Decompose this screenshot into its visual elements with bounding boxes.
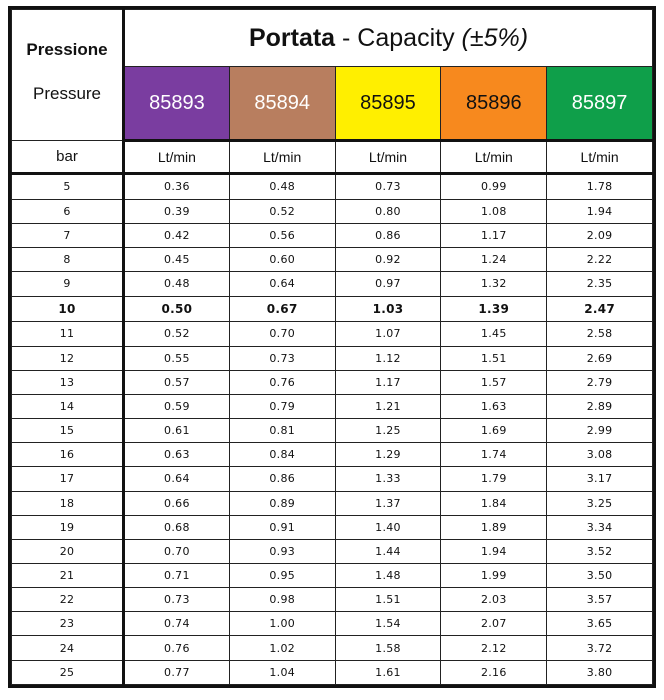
flow-cell: 1.63 — [441, 394, 547, 418]
table-row — [12, 563, 653, 587]
flow-cell: 0.42 — [124, 224, 230, 248]
pressure-cell: 6 — [12, 199, 124, 223]
flow-cell: 1.61 — [335, 660, 441, 684]
pressure-cell: 10 — [12, 296, 124, 322]
flow-cell: 0.91 — [229, 515, 335, 539]
flow-cell: 1.29 — [335, 443, 441, 467]
flow-cell: 1.39 — [441, 296, 547, 322]
flow-cell: 0.63 — [124, 443, 230, 467]
flow-cell: 0.73 — [335, 174, 441, 200]
table-row — [12, 660, 653, 684]
flow-cell: 1.07 — [335, 322, 441, 346]
flow-cell: 0.61 — [124, 419, 230, 443]
flow-cell: 0.39 — [124, 199, 230, 223]
pressure-cell: 17 — [12, 467, 124, 491]
pressure-cell: 5 — [12, 174, 124, 200]
model-code-85894: 85894 — [229, 67, 335, 141]
table-row — [12, 224, 653, 248]
pressure-cell: 25 — [12, 660, 124, 684]
flow-cell: 3.50 — [547, 563, 653, 587]
table-row — [12, 199, 653, 223]
pressure-header-cell — [12, 10, 124, 141]
pressure-cell: 14 — [12, 394, 124, 418]
model-code-85895: 85895 — [335, 67, 441, 141]
flow-cell: 3.57 — [547, 588, 653, 612]
flow-cell: 1.08 — [441, 199, 547, 223]
flow-cell: 1.00 — [229, 612, 335, 636]
flow-cell: 1.37 — [335, 491, 441, 515]
flow-cell: 1.89 — [441, 515, 547, 539]
flow-cell: 0.56 — [229, 224, 335, 248]
flow-cell: 1.32 — [441, 272, 547, 296]
table-row — [12, 296, 653, 322]
flow-cell: 0.50 — [124, 296, 230, 322]
table-row — [12, 443, 653, 467]
table-row — [12, 515, 653, 539]
flow-cell: 1.24 — [441, 248, 547, 272]
flow-cell: 0.36 — [124, 174, 230, 200]
pressure-cell: 9 — [12, 272, 124, 296]
flow-cell: 1.12 — [335, 346, 441, 370]
flow-cell: 0.45 — [124, 248, 230, 272]
flow-cell: 3.72 — [547, 636, 653, 660]
flow-cell: 0.60 — [229, 248, 335, 272]
flow-cell: 2.47 — [547, 296, 653, 322]
flow-cell: 1.84 — [441, 491, 547, 515]
flow-cell: 2.58 — [547, 322, 653, 346]
title-bold: Portata — [248, 23, 336, 52]
table-row — [12, 588, 653, 612]
flow-cell: 2.89 — [547, 394, 653, 418]
flow-cell: 0.98 — [229, 588, 335, 612]
capacity-title — [249, 24, 528, 52]
flow-cell: 3.52 — [547, 539, 653, 563]
capacity-table-frame — [8, 6, 656, 688]
flow-cell: 1.94 — [547, 199, 653, 223]
flow-cell: 0.64 — [229, 272, 335, 296]
flow-cell: 1.21 — [335, 394, 441, 418]
flow-cell: 1.04 — [229, 660, 335, 684]
flow-cell: 1.44 — [335, 539, 441, 563]
flow-cell: 0.92 — [335, 248, 441, 272]
pressure-cell: 19 — [12, 515, 124, 539]
table-row — [12, 346, 653, 370]
pressure-label-it: Pressione — [26, 40, 108, 59]
flow-cell: 0.81 — [229, 419, 335, 443]
flow-unit: Lt/min — [335, 141, 441, 174]
flow-cell: 0.66 — [124, 491, 230, 515]
table-row — [12, 272, 653, 296]
flow-cell: 2.12 — [441, 636, 547, 660]
table-row — [12, 174, 653, 200]
flow-cell: 0.52 — [124, 322, 230, 346]
flow-cell: 1.99 — [441, 563, 547, 587]
table-row — [12, 248, 653, 272]
flow-cell: 0.93 — [229, 539, 335, 563]
table-row — [12, 636, 653, 660]
unit-row — [12, 141, 653, 174]
capacity-title-cell — [124, 10, 653, 67]
flow-cell: 0.74 — [124, 612, 230, 636]
model-code-85897: 85897 — [547, 67, 653, 141]
title-tolerance: (±5%) — [461, 23, 529, 52]
pressure-cell: 20 — [12, 539, 124, 563]
table-row — [12, 419, 653, 443]
flow-cell: 1.48 — [335, 563, 441, 587]
pressure-cell: 18 — [12, 491, 124, 515]
pressure-cell: 21 — [12, 563, 124, 587]
flow-cell: 0.95 — [229, 563, 335, 587]
flow-unit: Lt/min — [441, 141, 547, 174]
flow-cell: 3.25 — [547, 491, 653, 515]
flow-cell: 0.59 — [124, 394, 230, 418]
flow-cell: 1.57 — [441, 370, 547, 394]
flow-cell: 1.17 — [335, 370, 441, 394]
capacity-table-body — [12, 174, 653, 685]
flow-cell: 0.84 — [229, 443, 335, 467]
flow-cell: 0.86 — [229, 467, 335, 491]
flow-cell: 0.80 — [335, 199, 441, 223]
flow-unit: Lt/min — [229, 141, 335, 174]
pressure-cell: 22 — [12, 588, 124, 612]
pressure-cell: 7 — [12, 224, 124, 248]
pressure-label-en: Pressure — [32, 84, 102, 103]
flow-cell: 2.79 — [547, 370, 653, 394]
flow-cell: 2.35 — [547, 272, 653, 296]
pressure-unit: bar — [12, 141, 124, 174]
flow-cell: 0.52 — [229, 199, 335, 223]
flow-cell: 0.48 — [229, 174, 335, 200]
flow-cell: 0.70 — [124, 539, 230, 563]
flow-cell: 1.94 — [441, 539, 547, 563]
pressure-cell: 23 — [12, 612, 124, 636]
flow-cell: 1.51 — [335, 588, 441, 612]
flow-cell: 0.76 — [124, 636, 230, 660]
flow-cell: 1.58 — [335, 636, 441, 660]
flow-cell: 0.97 — [335, 272, 441, 296]
flow-cell: 0.70 — [229, 322, 335, 346]
pressure-cell: 13 — [12, 370, 124, 394]
flow-cell: 2.03 — [441, 588, 547, 612]
table-row — [12, 491, 653, 515]
pressure-cell: 11 — [12, 322, 124, 346]
flow-cell: 0.77 — [124, 660, 230, 684]
flow-cell: 1.02 — [229, 636, 335, 660]
flow-cell: 3.08 — [547, 443, 653, 467]
capacity-table — [11, 9, 653, 685]
flow-cell: 3.65 — [547, 612, 653, 636]
flow-cell: 1.54 — [335, 612, 441, 636]
table-row — [12, 370, 653, 394]
flow-cell: 1.51 — [441, 346, 547, 370]
flow-cell: 0.86 — [335, 224, 441, 248]
model-code-85893: 85893 — [124, 67, 230, 141]
table-row — [12, 467, 653, 491]
flow-cell: 1.40 — [335, 515, 441, 539]
flow-cell: 0.76 — [229, 370, 335, 394]
pressure-cell: 8 — [12, 248, 124, 272]
flow-cell: 0.67 — [229, 296, 335, 322]
flow-unit: Lt/min — [124, 141, 230, 174]
flow-cell: 0.57 — [124, 370, 230, 394]
flow-cell: 0.71 — [124, 563, 230, 587]
flow-cell: 1.45 — [441, 322, 547, 346]
flow-cell: 0.73 — [229, 346, 335, 370]
flow-cell: 1.79 — [441, 467, 547, 491]
flow-cell: 3.80 — [547, 660, 653, 684]
flow-cell: 3.17 — [547, 467, 653, 491]
flow-cell: 0.89 — [229, 491, 335, 515]
table-row — [12, 539, 653, 563]
flow-cell: 0.79 — [229, 394, 335, 418]
flow-cell: 0.73 — [124, 588, 230, 612]
flow-cell: 2.09 — [547, 224, 653, 248]
flow-cell: 2.07 — [441, 612, 547, 636]
flow-cell: 0.99 — [441, 174, 547, 200]
table-row — [12, 612, 653, 636]
table-row — [12, 322, 653, 346]
flow-cell: 2.69 — [547, 346, 653, 370]
flow-unit: Lt/min — [547, 141, 653, 174]
model-code-85896: 85896 — [441, 67, 547, 141]
flow-cell: 3.34 — [547, 515, 653, 539]
flow-cell: 1.25 — [335, 419, 441, 443]
flow-cell: 1.78 — [547, 174, 653, 200]
flow-cell: 0.55 — [124, 346, 230, 370]
flow-cell: 0.64 — [124, 467, 230, 491]
flow-cell: 1.03 — [335, 296, 441, 322]
pressure-cell: 15 — [12, 419, 124, 443]
flow-cell: 1.69 — [441, 419, 547, 443]
flow-cell: 1.17 — [441, 224, 547, 248]
flow-cell: 2.16 — [441, 660, 547, 684]
pressure-cell: 12 — [12, 346, 124, 370]
flow-cell: 1.33 — [335, 467, 441, 491]
title-rest: - Capacity — [335, 23, 462, 52]
flow-cell: 0.48 — [124, 272, 230, 296]
flow-cell: 2.99 — [547, 419, 653, 443]
flow-cell: 2.22 — [547, 248, 653, 272]
flow-cell: 0.68 — [124, 515, 230, 539]
pressure-cell: 24 — [12, 636, 124, 660]
flow-cell: 1.74 — [441, 443, 547, 467]
pressure-cell: 16 — [12, 443, 124, 467]
table-row — [12, 394, 653, 418]
